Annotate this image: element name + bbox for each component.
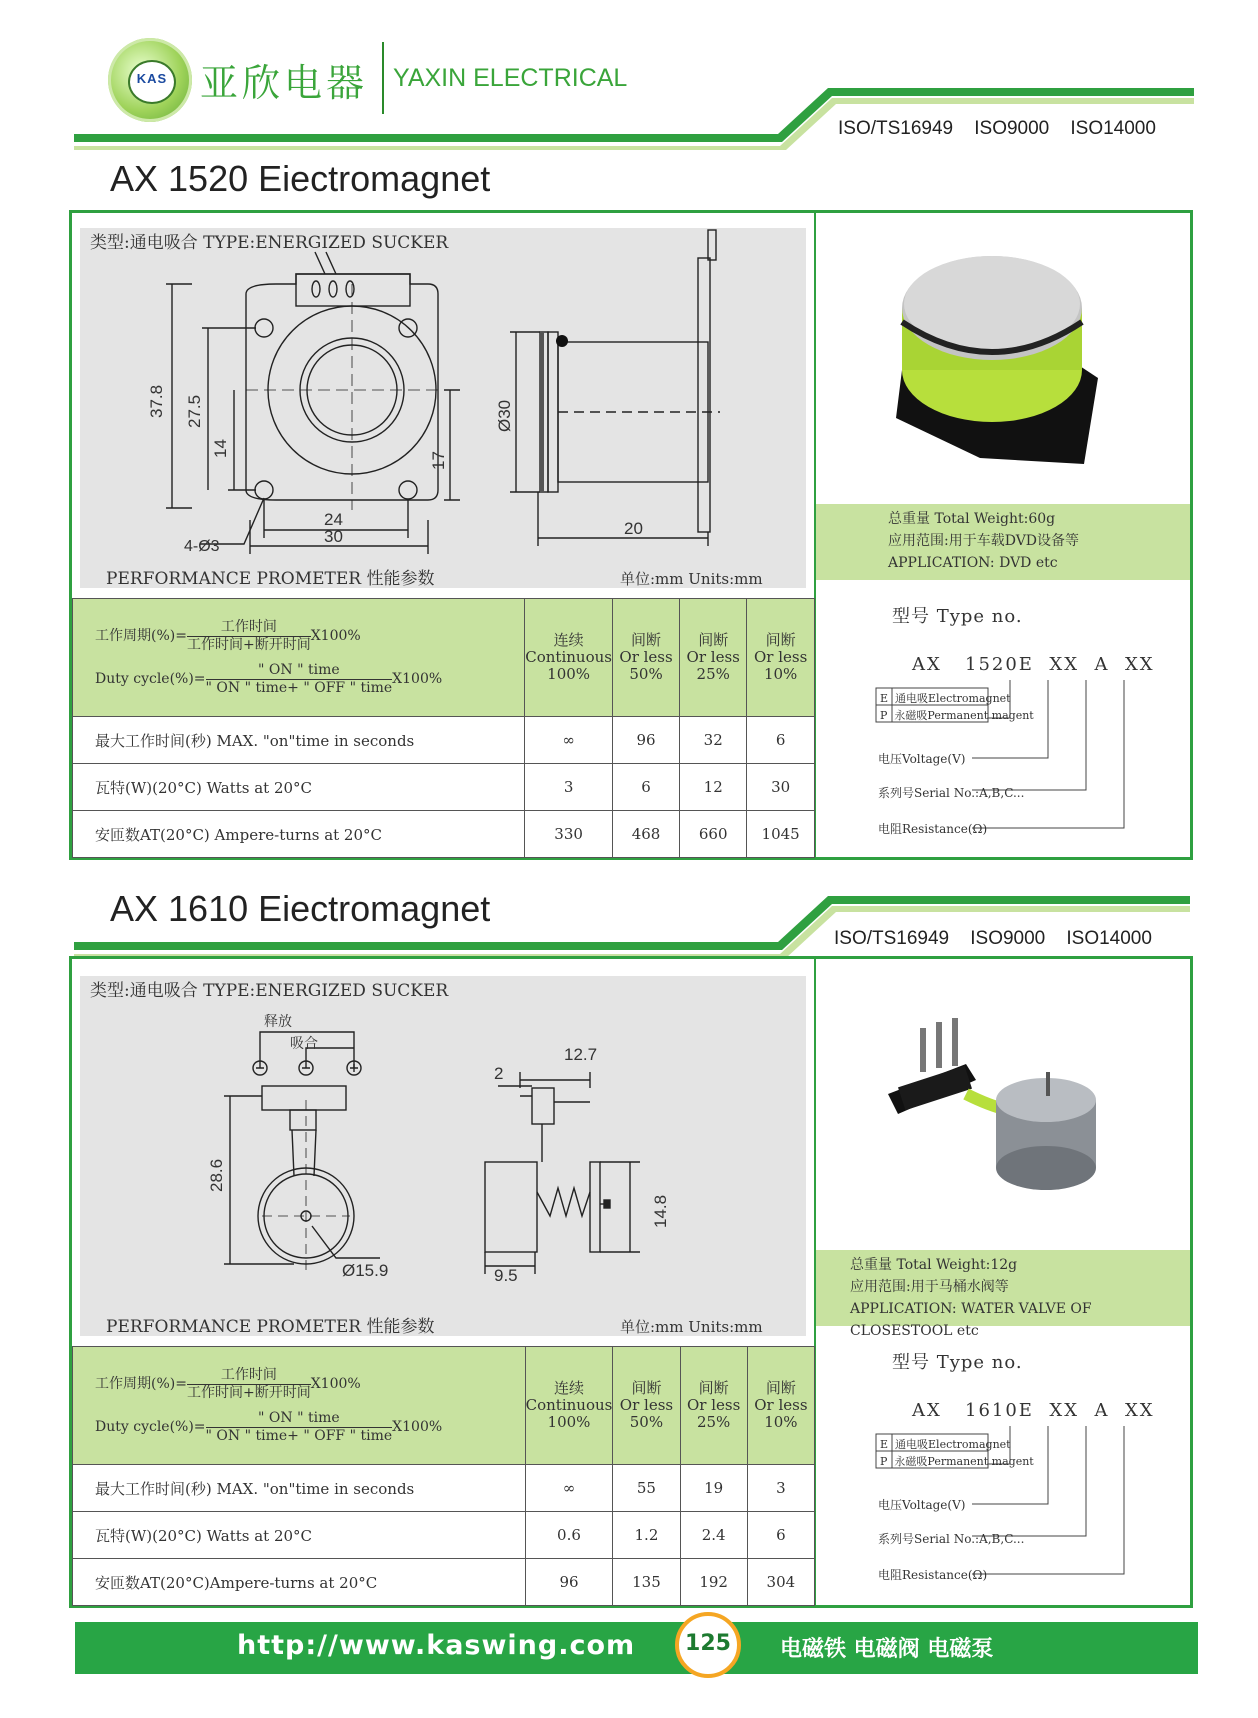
brand-name-en: YAXIN ELECTRICAL — [393, 64, 628, 92]
dim-20: 20 — [624, 519, 643, 538]
product-2-weight: 总重量 Total Weight:12g — [850, 1257, 1018, 1273]
label-attract: 吸合 — [290, 1036, 318, 1052]
product-2-code-serial: 系列号Serial No.:A,B,C... — [878, 1532, 1025, 1546]
product-1-type-code: AX 1520E XX A XX — [912, 654, 1155, 675]
product-1-technical-drawing — [80, 228, 806, 588]
product-2-type-code: AX 1610E XX A XX — [912, 1400, 1155, 1421]
table-row: 瓦特(W)(20°C) Watts at 20°C 0.6 1.2 2.4 6 — [73, 1512, 815, 1559]
footer-bar — [75, 1622, 1198, 1674]
product-2-photo — [880, 1010, 1120, 1210]
col-header-10-2: 间断 Or less 10% — [747, 1347, 814, 1465]
product-2-code-voltage: 电压Voltage(V) — [878, 1498, 966, 1512]
code-legend-p: P 永磁吸Permanent magent — [880, 709, 1034, 722]
table-row: 瓦特(W)(20°C) Watts at 20°C 3 6 12 30 — [73, 764, 815, 811]
product-1-title: AX 1520 Eiectromagnet — [110, 158, 491, 199]
dim-37-8: 37.8 — [147, 384, 166, 418]
dim-9-5: 9.5 — [494, 1266, 518, 1285]
product-2-units: 单位:mm Units:mm — [620, 1318, 763, 1336]
product-1-type-label: 类型:通电吸合 TYPE:ENERGIZED SUCKER — [90, 233, 449, 253]
dim-28-6: 28.6 — [207, 1158, 226, 1192]
product-1-photo — [880, 250, 1120, 470]
website-link[interactable]: http://www.kaswing.com — [237, 1630, 636, 1661]
col-header-10: 间断 Or less 10% — [747, 599, 815, 717]
dim-12-7: 12.7 — [564, 1045, 598, 1064]
code-legend-e: E 通电吸Electromagnet — [880, 692, 1011, 705]
product-1-weight: 总重量 Total Weight:60g — [888, 511, 1056, 527]
product-1-performance-table — [72, 598, 815, 858]
product-1-units: 单位:mm Units:mm — [620, 570, 763, 588]
col-header-25-2: 间断 Or less 25% — [680, 1347, 747, 1465]
product-2-technical-drawing — [80, 976, 806, 1336]
dim-14-8: 14.8 — [651, 1194, 670, 1228]
col-header-continuous: 连续 Continuous 100% — [525, 599, 613, 717]
product-2-info-band — [816, 1250, 1190, 1339]
logo-text: KAS — [136, 71, 168, 86]
table-row: 最大工作时间(秒) MAX. "on"time in seconds ∞ 96 32 6 — [73, 717, 815, 764]
dim-17: 17 — [429, 451, 448, 470]
product-2-performance-table — [72, 1346, 815, 1606]
product-1-code-resistance: 电阻Resistance(Ω) — [878, 822, 988, 836]
product-2-title: AX 1610 Eiectromagnet — [110, 888, 491, 929]
product-1-application-cn: 应用范围:用于车载DVD设备等 — [888, 533, 1080, 549]
dim-holes: 4-Ø3 — [184, 538, 220, 555]
dim-30: 30 — [324, 527, 343, 546]
product-2-type-no-label: 型号 Type no. — [892, 1352, 1023, 1373]
product-2-code-resistance: 电阻Resistance(Ω) — [878, 1568, 988, 1582]
product-2-application-cn: 应用范围:用于马桶水阀等 — [850, 1279, 1009, 1295]
col-header-continuous-2: 连续 Continuous 100% — [525, 1347, 613, 1465]
col-header-25: 间断 Or less 25% — [680, 599, 747, 717]
product-2-application-en: APPLICATION: WATER VALVE OF CLOSESTOOL etc — [850, 1301, 1092, 1339]
table-row: 安匝数AT(20°C) Ampere-turns at 20°C 330 468 660 1045 — [73, 811, 815, 858]
table-row: 安匝数AT(20°C)Ampere-turns at 20°C 96 135 192 304 — [73, 1559, 815, 1606]
dim-14: 14 — [211, 439, 230, 458]
duty-cycle-formula-2: 工作周期(%)= 工作时间 工作时间+断开时间 X100% Duty cycle(%)= " ON " time " ON " time+ " OFF " time X100% — [73, 1347, 526, 1465]
code-legend-e-2: E 通电吸Electromagnet — [880, 1438, 1011, 1451]
product-1-type-no-label: 型号 Type no. — [892, 606, 1023, 627]
product-1-perf-label: PERFORMANCE PROMETER 性能参数 — [106, 569, 435, 589]
page-number: 125 — [685, 1631, 731, 1656]
product-1-code-voltage: 电压Voltage(V) — [878, 752, 966, 766]
product-1-info-band — [816, 504, 1190, 580]
dim-27-5: 27.5 — [185, 394, 204, 428]
dim-diameter-15-9: Ø15.9 — [342, 1261, 389, 1280]
code-legend-p-2: P 永磁吸Permanent magent — [880, 1455, 1034, 1468]
dim-diameter-30: Ø30 — [495, 399, 514, 432]
product-2-type-label: 类型:通电吸合 TYPE:ENERGIZED SUCKER — [90, 981, 449, 1001]
certifications-1: ISO/TS16949 ISO9000 ISO14000 — [838, 118, 1156, 139]
table-row: 最大工作时间(秒) MAX. "on"time in seconds ∞ 55 19 3 — [73, 1465, 815, 1512]
page-number-badge — [675, 1612, 741, 1678]
label-release: 释放 — [264, 1014, 292, 1030]
product-1-code-serial: 系列号Serial No.:A,B,C... — [878, 786, 1025, 800]
footer-categories: 电磁铁 电磁阀 电磁泵 — [780, 1637, 994, 1662]
col-header-50: 间断 Or less 50% — [612, 599, 679, 717]
col-header-50-2: 间断 Or less 50% — [613, 1347, 680, 1465]
brand-name-cn: 亚欣电器 — [200, 61, 369, 105]
certifications-2: ISO/TS16949 ISO9000 ISO14000 — [834, 928, 1152, 949]
duty-cycle-formula: 工作周期(%)= 工作时间 工作时间+断开时间 X100% Duty cycle(%)= " ON " time " ON " time+ " OFF " time X100% — [73, 599, 525, 717]
dim-2: 2 — [494, 1064, 504, 1083]
product-2-drawing — [80, 976, 806, 1336]
product-1-drawing — [80, 228, 806, 588]
product-1-application-en: APPLICATION: DVD etc — [888, 555, 1058, 571]
dim-24: 24 — [324, 510, 343, 529]
product-2-perf-label: PERFORMANCE PROMETER 性能参数 — [106, 1317, 435, 1337]
